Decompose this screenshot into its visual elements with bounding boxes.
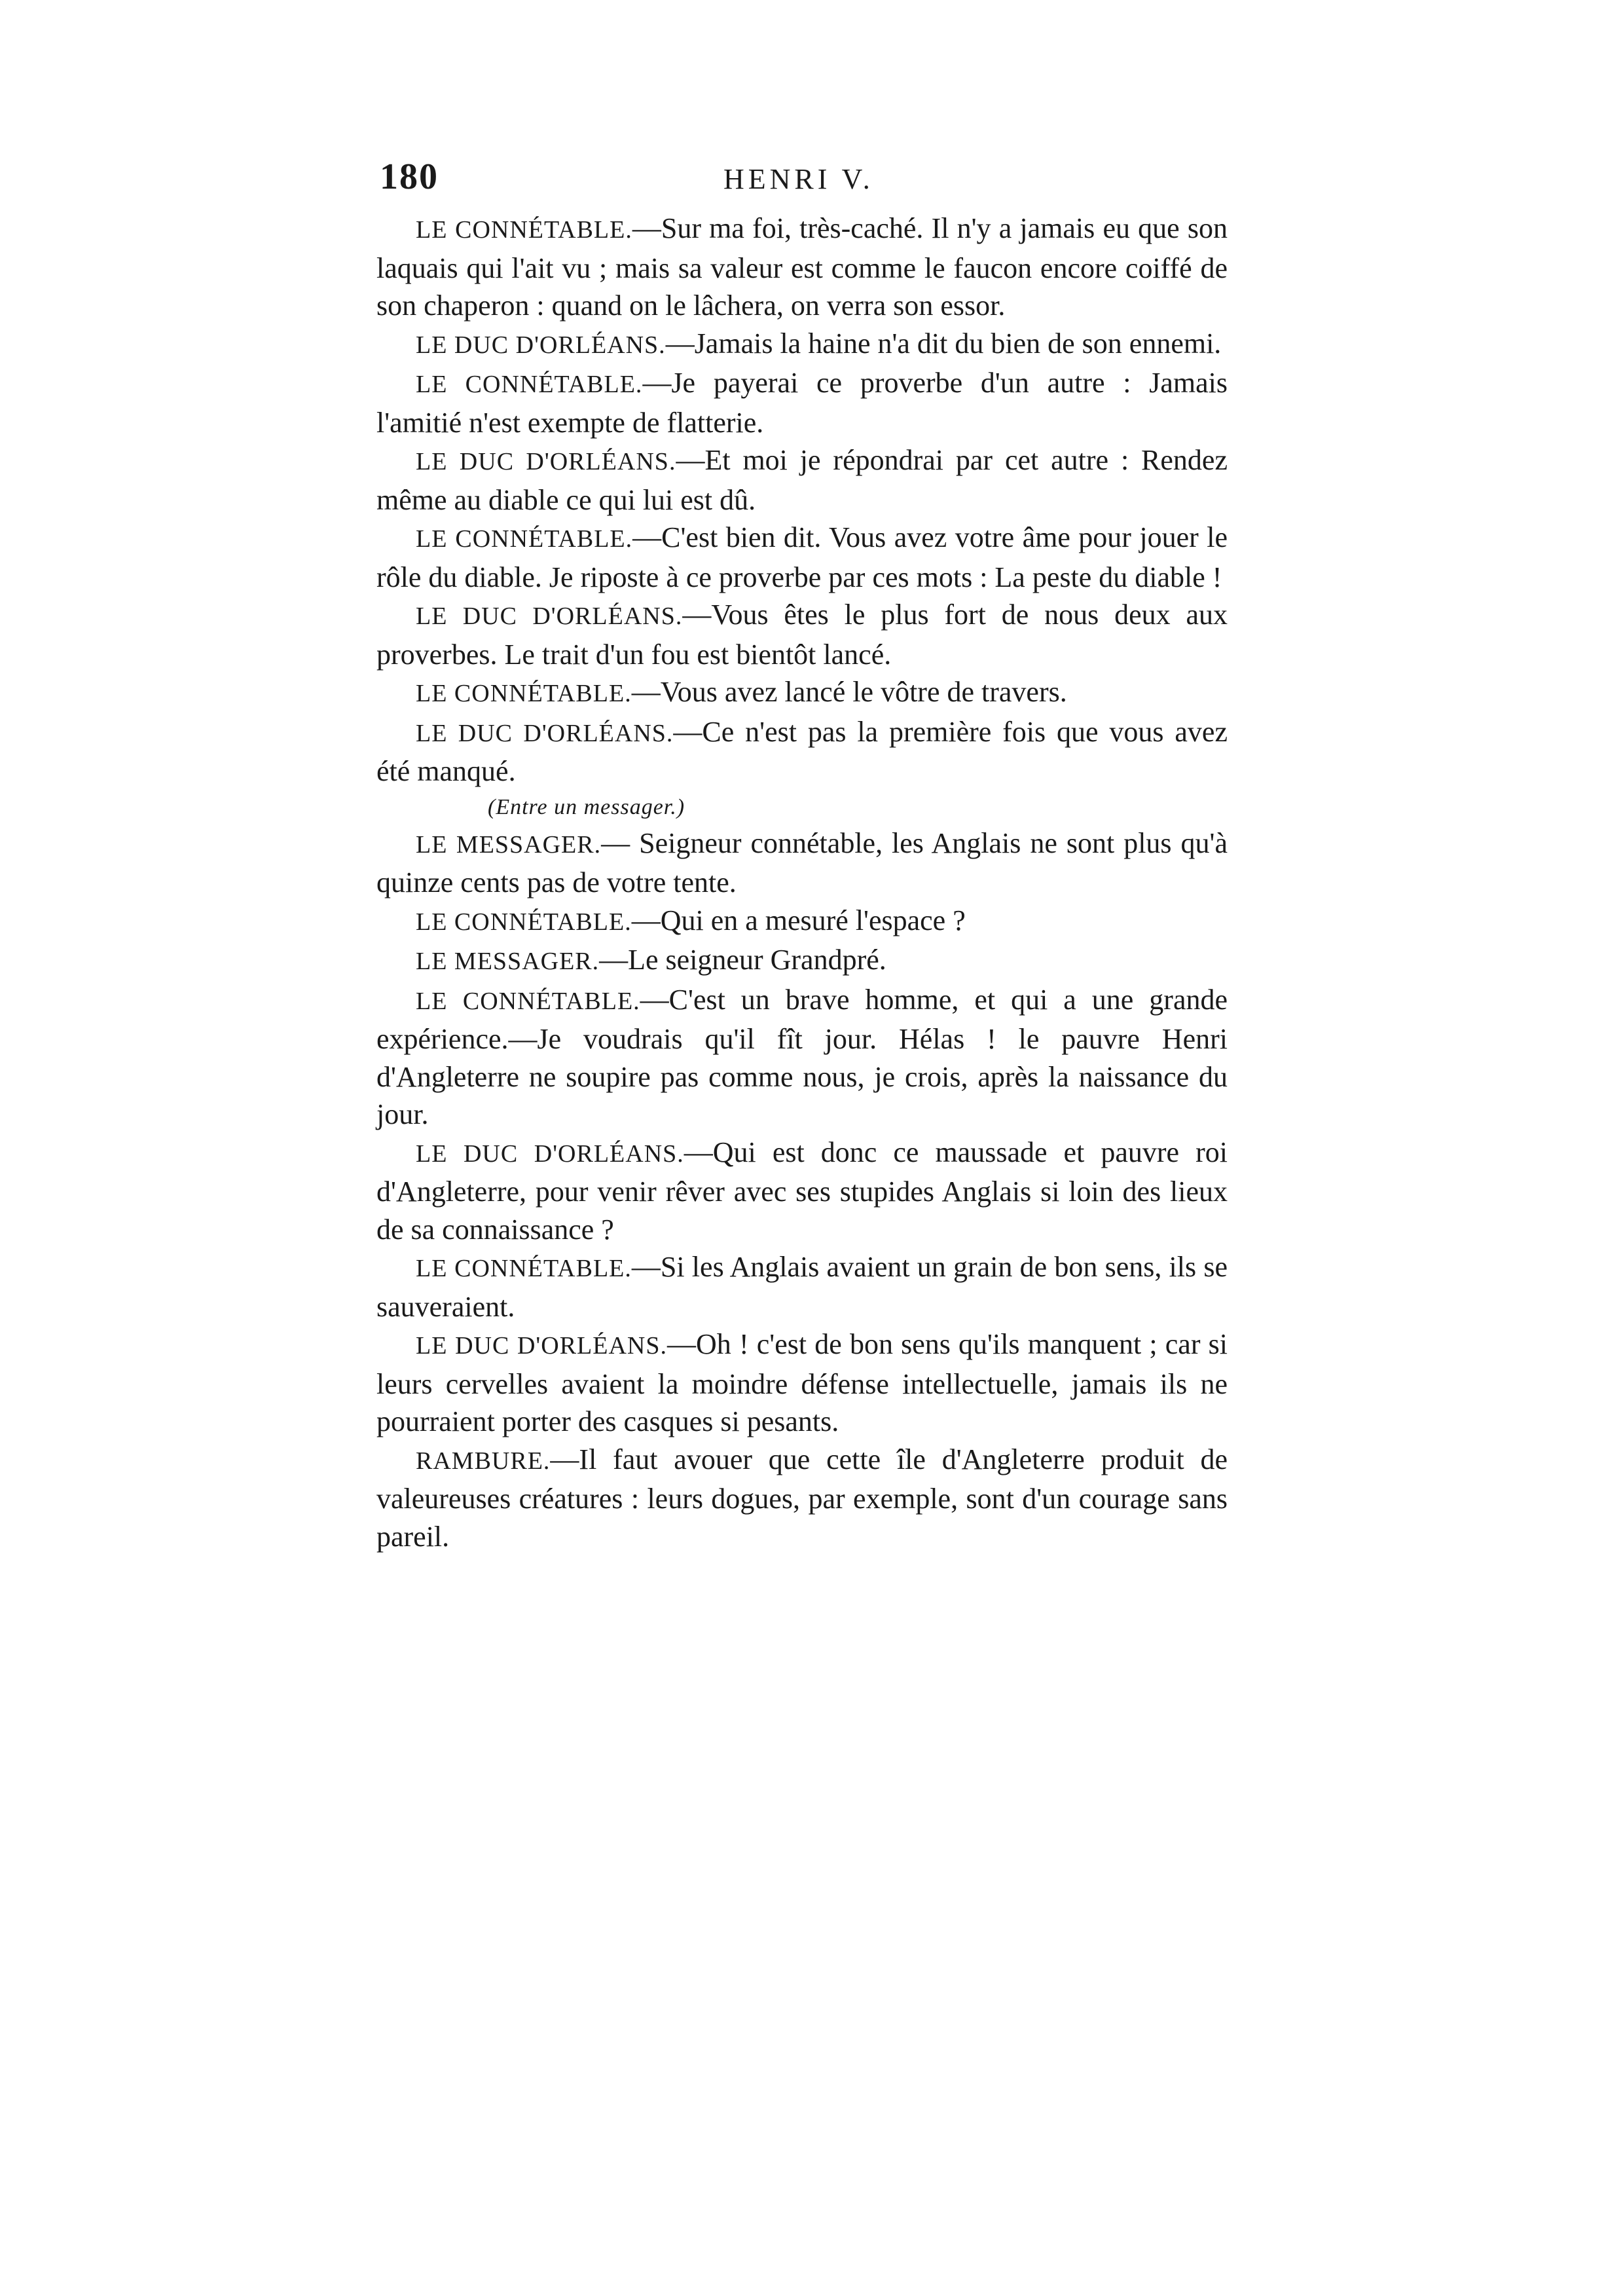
running-title: HENRI V. — [723, 163, 874, 195]
dialogue-line — [376, 981, 1228, 1134]
speaker-name: LE CONNÉTABLE. — [416, 908, 632, 936]
speaker-name: LE DUC D'ORLÉANS. — [416, 331, 666, 359]
speaker-name: RAMBURE. — [416, 1447, 551, 1475]
speaker-name: LE CONNÉTABLE. — [416, 216, 632, 244]
dialogue-line — [376, 1248, 1228, 1325]
speaker-name: LE CONNÉTABLE. — [416, 1255, 632, 1282]
speech-text: —Le seigneur Grandpré. — [599, 944, 886, 976]
stage-direction: (Entre un messager.) — [488, 794, 685, 819]
dialogue-line — [376, 441, 1228, 519]
speaker-name: LE MESSAGER. — [416, 948, 600, 975]
dialogue-line — [376, 596, 1228, 673]
dialogue-line — [376, 1325, 1228, 1441]
speech-text: —Vous êtes le plus fort de nous deux aux proverbes. Le trait d'un fou est bientôt lancé. — [376, 599, 1228, 671]
speaker-name: LE CONNÉTABLE. — [416, 680, 632, 707]
speaker-name: LE DUC D'ORLÉANS. — [416, 1332, 667, 1360]
speech-text: —C'est bien dit. Vous avez votre âme pour jouer le rôle du diable. Je riposte à ce proverbe par ces mots : La peste du diable ! — [376, 521, 1228, 593]
dialogue-line — [376, 902, 1228, 942]
speaker-name: LE DUC D'ORLÉANS. — [416, 719, 674, 747]
dialogue-line — [376, 941, 1228, 981]
dialogue-line — [376, 519, 1228, 596]
speaker-name: LE DUC D'ORLÉANS. — [416, 602, 683, 630]
speaker-name: LE CONNÉTABLE. — [416, 525, 633, 553]
dialogue-line — [376, 713, 1228, 790]
speech-text: — Seigneur connétable, les Anglais ne sont plus qu'à quinze cents pas de votre tente. — [376, 826, 1228, 898]
speech-text: —Il faut avouer que cette île d'Angleterre produit de valeureuses créatures : leurs dogues, par exemple, sont d'un courage sans pareil. — [376, 1443, 1228, 1553]
speech-text: —C'est un brave homme, et qui a une grande expérience.—Je voudrais qu'il fît jour. Hélas ! le pauvre Henri d'Angleterre ne soupire pas comme nous, je crois, après la naissance du jour. — [376, 983, 1228, 1130]
speaker-name: LE DUC D'ORLÉANS. — [416, 1139, 684, 1168]
speech-text: —Et moi je répondrai par cet autre : Rendez même au diable ce qui lui est dû. — [376, 444, 1228, 516]
book-page — [376, 157, 1228, 1555]
speech-text: —Jamais la haine n'a dit du bien de son ennemi. — [665, 327, 1222, 360]
speaker-name: LE CONNÉTABLE. — [416, 987, 640, 1015]
dialogue-line — [376, 325, 1228, 365]
speaker-name: LE CONNÉTABLE. — [416, 371, 643, 398]
dialogue-line — [376, 673, 1228, 713]
speech-text: —Oh ! c'est de bon sens qu'ils manquent ; car si leurs cervelles avaient la moindre défense intellectuelle, jamais ils ne pourraient porter des casques si pesants. — [376, 1328, 1228, 1437]
speech-text: —Ce n'est pas la première fois que vous avez été manqué. — [376, 715, 1228, 787]
speech-text: —Qui est donc ce maussade et pauvre roi d'Angleterre, pour venir rêver avec ses stupides Anglais si loin des lieux de sa connaissance ? — [376, 1136, 1228, 1246]
running-head — [376, 157, 1228, 210]
speech-text: —Je payerai ce proverbe d'un autre : Jamais l'amitié n'est exempte de flatterie. — [376, 367, 1228, 439]
dialogue-line — [376, 1134, 1228, 1249]
dialogue-line — [376, 824, 1228, 902]
speech-text: —Sur ma foi, très-caché. Il n'y a jamais eu que son laquais qui l'ait vu ; mais sa valeur est comme le faucon encore coiffé de son chaperon : quand on le lâchera, on verra son essor. — [376, 212, 1228, 322]
dialogue-line — [376, 364, 1228, 441]
page-number: 180 — [380, 157, 439, 197]
dialogue-line — [376, 210, 1228, 325]
dialogue-text — [376, 210, 1228, 1555]
speech-text: —Vous avez lancé le vôtre de travers. — [631, 676, 1067, 708]
speech-text: —Qui en a mesuré l'espace ? — [631, 904, 966, 936]
speech-text: —Si les Anglais avaient un grain de bon sens, ils se sauveraient. — [376, 1251, 1228, 1323]
dialogue-line — [376, 1441, 1228, 1556]
speaker-name: LE MESSAGER. — [416, 830, 602, 859]
speaker-name: LE DUC D'ORLÉANS. — [416, 448, 676, 475]
